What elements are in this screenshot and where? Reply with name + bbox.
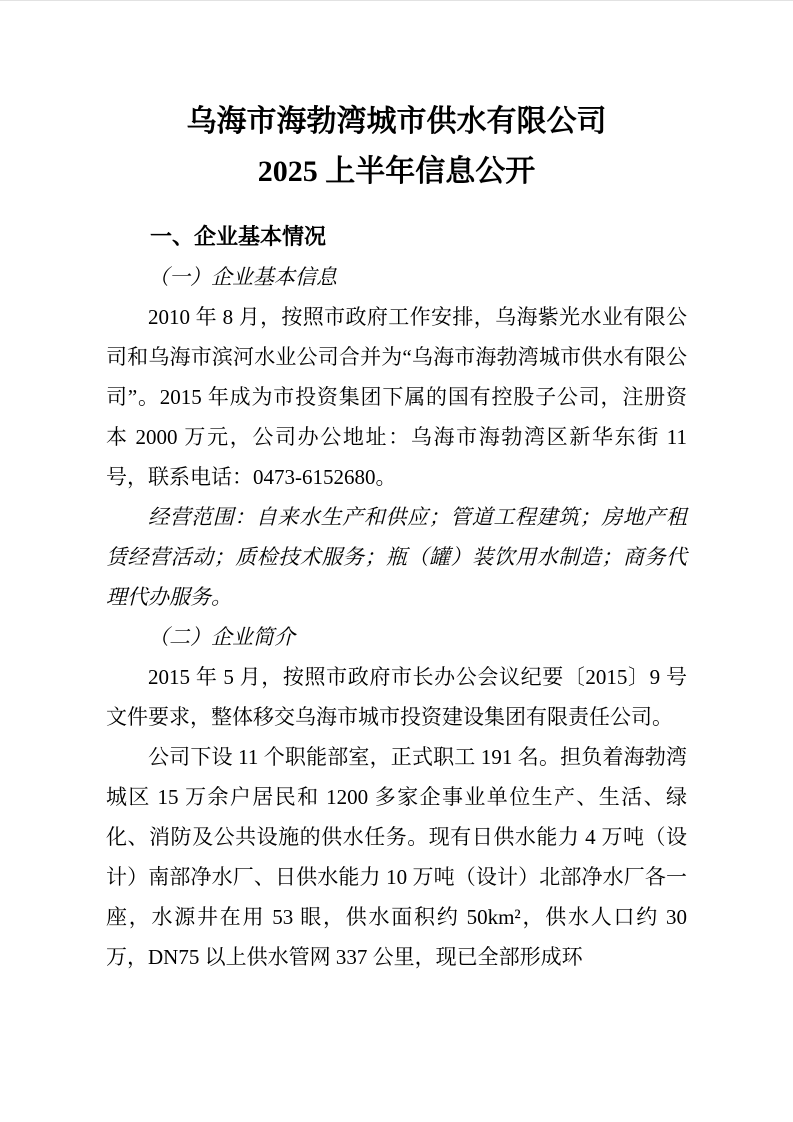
- paragraph-transfer-to-group: 2015 年 5 月，按照市政府市长办公会议纪要〔2015〕9 号文件要求，整体移交乌海市城市投资建设集团有限责任公司。: [106, 665, 687, 729]
- document-title-line1: 乌海市海勃湾城市供水有限公司: [186, 105, 607, 138]
- page-content: [106, 97, 687, 977]
- document-title-line2: 2025 上半年信息公开: [257, 155, 536, 188]
- paragraph-business-scope: 经营范围：自来水生产和供应；管道工程建筑；房地产租赁经营活动；质检技术服务；瓶（罐）装饮用水制造；商务代理代办服务。: [106, 505, 687, 609]
- section-heading-company-basic-situation: 一、企业基本情况: [150, 224, 327, 249]
- sub-heading-company-profile: （二）企业简介: [148, 625, 295, 649]
- sub-heading-company-basic-info: （一）企业基本信息: [148, 265, 337, 289]
- paragraph-company-profile: 公司下设 11 个职能部室，正式职工 191 名。担负着海勃湾城区 15 万余户居民和 1200 多家企事业单位生产、生活、绿化、消防及公共设施的供水任务。现有日供水能力 4 万吨（设计）南部净水厂、日供水能力 10 万吨（设计）北部净水厂各一座，水源井在用 53 眼，供水面积约 50km²，供水人口约 30 万，DN75 以上供水管网 337 公里，现已全部形成环: [106, 745, 687, 969]
- paragraph-company-basic-info: 2010 年 8 月，按照市政府工作安排，乌海紫光水业有限公司和乌海市滨河水业公司合并为“乌海市海勃湾城市供水有限公司”。2015 年成为市投资集团下属的国有控股子公司，注册资本 2000 万元，公司办公地址：乌海市海勃湾区新华东街 11 号，联系电话：0473-6152680。: [106, 305, 687, 489]
